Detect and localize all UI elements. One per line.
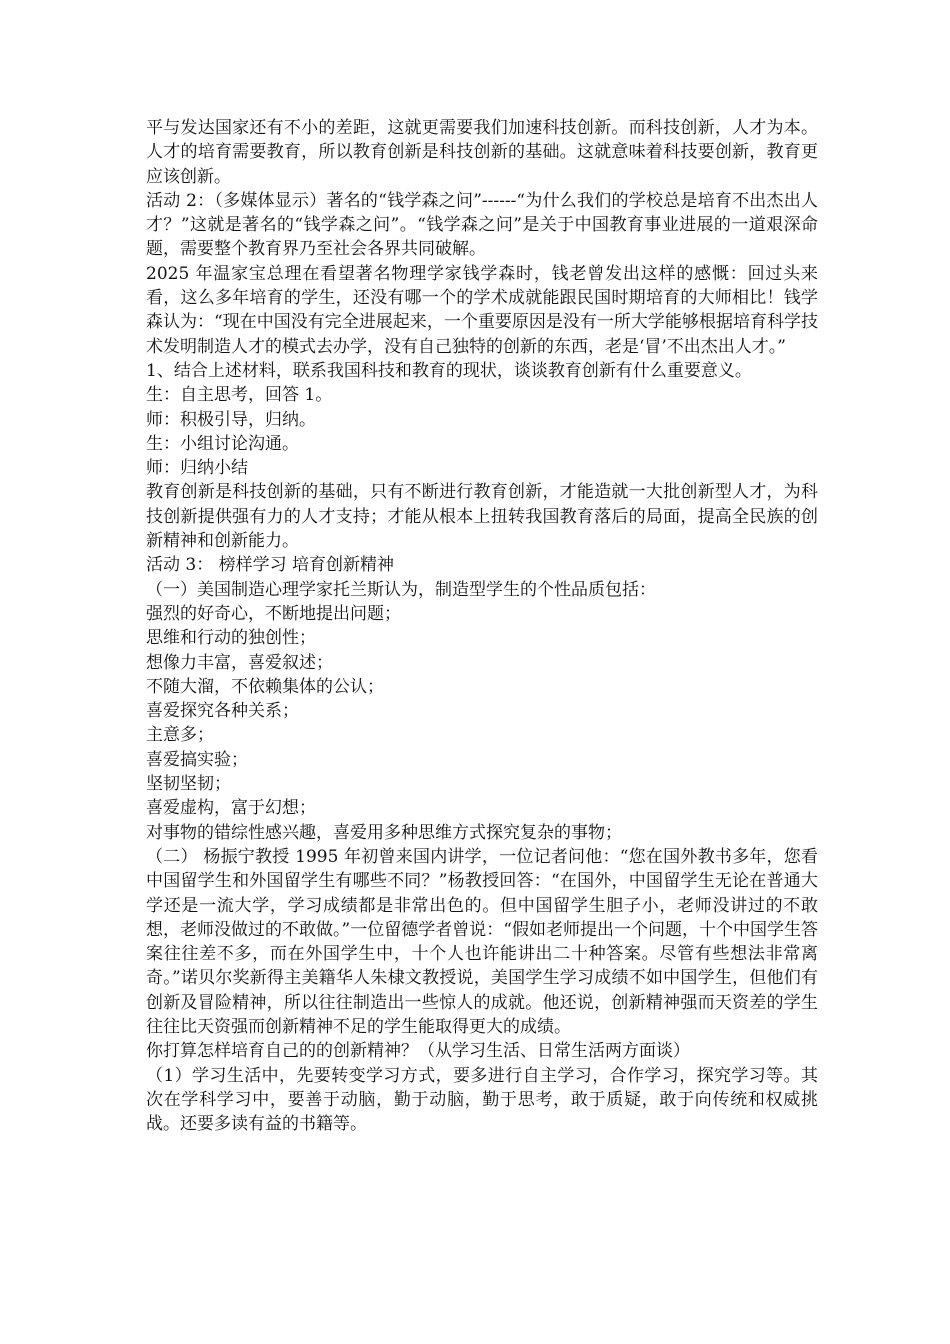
teacher-step-1: 师：积极引导，归纳。	[146, 409, 316, 430]
trait-item: 不随大溜，不依赖集体的公认；	[146, 676, 384, 697]
paragraph-qian-xuesen-quote: 2025 年温家宝总理在看望著名物理学家钱学森时，钱老曾发出这样的感慨：回过头来看，这么多年培育的学生，还没有哪一个的学术成就能跟民国时期培育的大师相比！钱学森认为：“现在中国没有完全进展起来，一个重要原因是没有一所大学能够根据培育科学技术发明制造人才的模式去办学，没有自己独特的创新的东西，老是‘冒’不出杰出人才。”	[146, 263, 818, 357]
paragraph-summary: 教育创新是科技创新的基础，只有不断进行教育创新，才能造就一大批创新型人才，为科技创新提供强有力的人才支持；才能从根本上扭转我国教育落后的局面，提高全民族的创新精神和创新能力。	[146, 482, 818, 552]
trait-item: 喜爱搞实验；	[146, 749, 248, 770]
trait-item: 主意多；	[146, 725, 214, 746]
teacher-step-2: 师：归纳小结	[146, 458, 248, 479]
student-step-1: 生：自主思考，回答 1。	[146, 385, 333, 406]
question-2: 你打算怎样培育自己的的创新精神？（从学习生活、日常生活两方面谈）	[146, 1041, 690, 1062]
paragraph-activity-2: 活动 2：（多媒体显示）著名的“钱学森之问”------“为什么我们的学校总是培育不出杰出人才？”这就是著名的“钱学森之问”。“钱学森之问”是关于中国教育事业进展的一道艰深命题，需要整个教育界乃至社会各界共同破解。	[146, 190, 818, 260]
trait-item: 强烈的好奇心，不断地提出问题；	[146, 603, 401, 624]
paragraph-intro: 平与发达国家还有不小的差距，这就更需要我们加速科技创新。而科技创新，人才为本。人才的培育需要教育，所以教育创新是科技创新的基础。这就意味着科技要创新，教育更应该创新。	[146, 118, 818, 187]
activity-3-heading: 活动 3： 榜样学习 培育创新精神	[146, 555, 395, 576]
trait-item: 想像力丰富，喜爱叙述；	[146, 652, 333, 673]
paragraph-answer-1: （1）学习生活中，先要转变学习方式，要多进行自主学习，合作学习，探究学习等。其次在学科学习中，要善于动脑，勤于动脑，勤于思考，敢于质疑，敢于向传统和权威挑战。还要多读有益的书籍等。	[146, 1065, 818, 1135]
trait-item: 思维和行动的独创性；	[146, 628, 316, 649]
trait-item: 坚韧坚韧；	[146, 774, 231, 795]
paragraph-section-two: （二） 杨振宁教授 1995 年初曾来国内讲学，一位记者问他：“您在国外教书多年，您看中国留学生和外国留学生有哪些不同？”杨教授回答：“在国外，中国留学生无论在普通大学还是一流大学，学习成绩都是非常出色的。但中国留学生胆子小，老师没讲过的不敢想，老师没做过的不敢做。”一位留德学者曾说：“假如老师提出一个问题，十个中国学生答案往往差不多，而在外国学生中，十个人也许能讲出二十种答案。尽管有些想法非常离奇。”诺贝尔奖新得主美籍华人朱棣文教授说，美国学生学习成绩不如中国学生，但他们有创新及冒险精神，所以往往制造出一些惊人的成就。他还说，创新精神强而天资差的学生往往比天资强而创新精神不足的学生能取得更大的成绩。	[146, 846, 818, 1037]
student-step-2: 生：小组讨论沟通。	[146, 433, 299, 454]
trait-item: 喜爱虚构，富于幻想；	[146, 798, 316, 819]
section-one-heading: （一）美国制造心理学家托兰斯认为，制造型学生的个性品质包括：	[146, 579, 656, 600]
trait-item: 对事物的错综性感兴趣，喜爱用多种思维方式探究复杂的事物；	[146, 822, 622, 843]
trait-item: 喜爱探究各种关系；	[146, 701, 299, 722]
document-body	[146, 116, 818, 1136]
question-1: 1、结合上述材料，联系我国科技和教育的现状，谈谈教育创新有什么重要意义。	[146, 360, 752, 381]
